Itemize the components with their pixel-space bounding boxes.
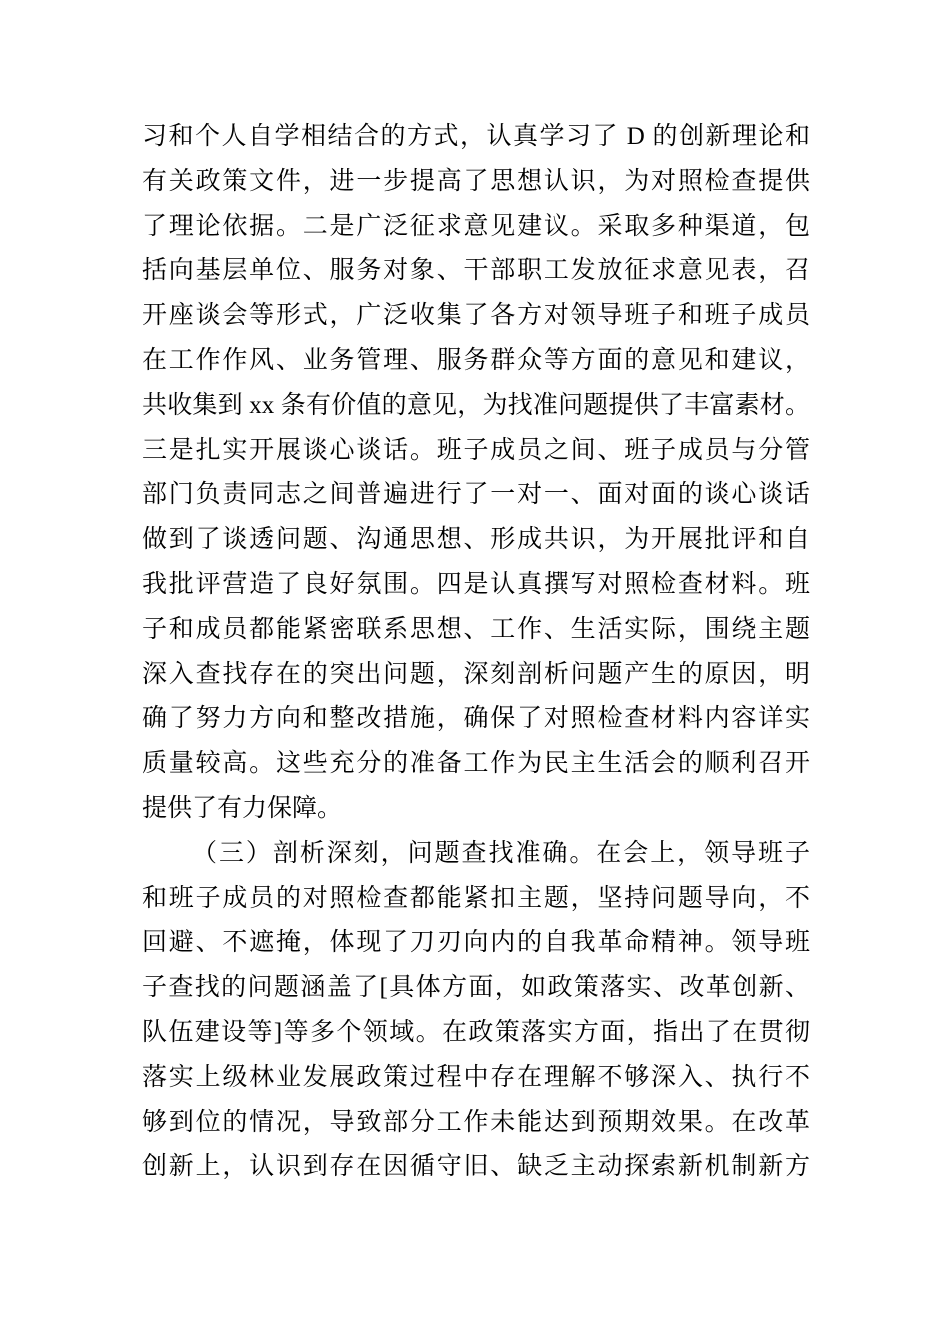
text-line: 做到了谈透问题、沟通思想、形成共识，为开展批评和自 (142, 526, 810, 554)
text-line: 部门负责同志之间普遍进行了一对一、面对面的谈心谈话 (142, 481, 810, 509)
text-line: 有关政策文件，进一步提高了思想认识，为对照检查提供 (142, 167, 810, 195)
text-line: 三是扎实开展谈心谈话。班子成员之间、班子成员与分管 (142, 436, 810, 464)
text-line: 确了努力方向和整改措施，确保了对照检查材料内容详实 (142, 705, 810, 733)
text-line: 回避、不遮掩，体现了刀刃向内的自我革命精神。领导班 (142, 929, 810, 957)
text-line: 括向基层单位、服务对象、干部职工发放征求意见表，召 (142, 257, 810, 285)
text-line-paragraph-end: 提供了有力保障。 (142, 794, 343, 822)
text-line: 开座谈会等形式，广泛收集了各方对领导班子和班子成员 (142, 302, 810, 330)
text-line: 和班子成员的对照检查都能紧扣主题，坚持问题导向，不 (142, 884, 810, 912)
document-body (142, 115, 810, 1190)
text-line: 够到位的情况，导致部分工作未能达到预期效果。在改革 (142, 1108, 810, 1136)
text-line: 共收集到 xx 条有价值的意见，为找准问题提供了丰富素材。 (142, 391, 810, 419)
text-line: 我批评营造了良好氛围。四是认真撰写对照检查材料。班 (142, 570, 810, 598)
text-line: 子和成员都能紧密联系思想、工作、生活实际，围绕主题 (142, 615, 810, 643)
text-line: 习和个人自学相结合的方式，认真学习了 D 的创新理论和 (142, 123, 810, 150)
text-line: 质量较高。这些充分的准备工作为民主生活会的顺利召开 (142, 750, 810, 778)
text-line: 队伍建设等]等多个领域。在政策落实方面，指出了在贯彻 (142, 1018, 810, 1046)
text-line: 创新上，认识到存在因循守旧、缺乏主动探索新机制新方 (142, 1153, 810, 1181)
text-line: 了理论依据。二是广泛征求意见建议。采取多种渠道，包 (142, 212, 810, 240)
text-line: 深入查找存在的突出问题，深刻剖析问题产生的原因，明 (142, 660, 810, 688)
text-line: 子查找的问题涵盖了[具体方面，如政策落实、改革创新、 (142, 974, 810, 1002)
text-line-paragraph-start: （三）剖析深刻，问题查找准确。在会上，领导班子 (192, 839, 810, 867)
text-line: 落实上级林业发展政策过程中存在理解不够深入、执行不 (142, 1063, 810, 1091)
text-line: 在工作作风、业务管理、服务群众等方面的意见和建议， (142, 346, 810, 374)
